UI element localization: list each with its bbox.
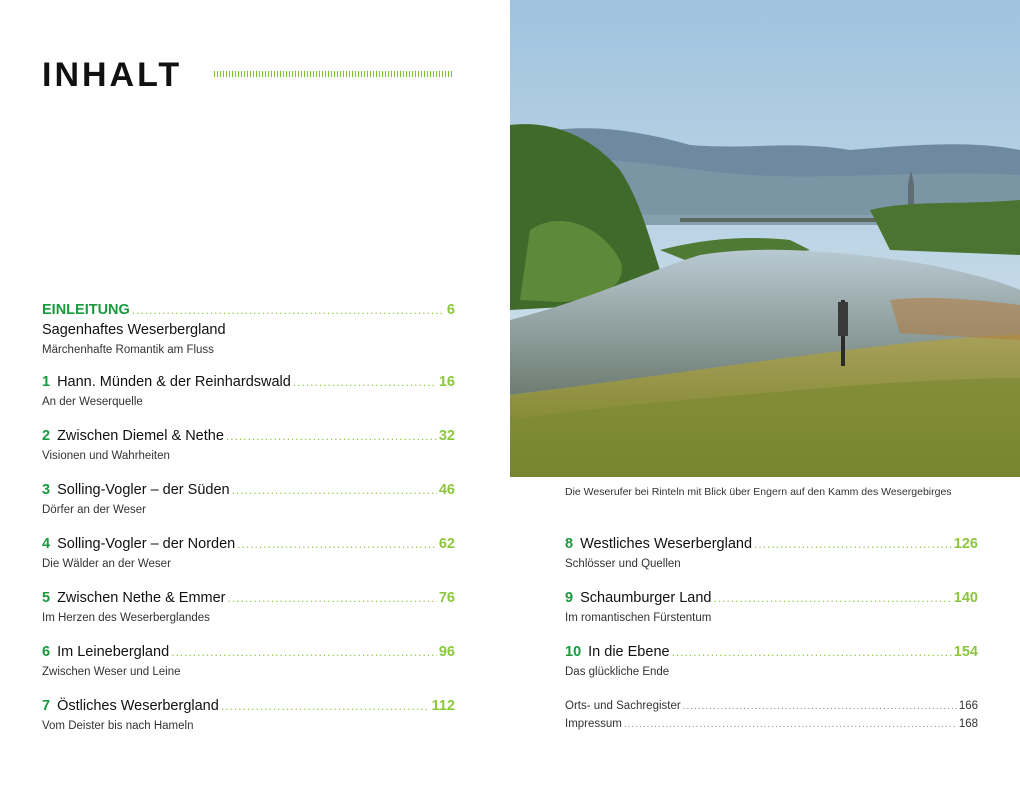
chapter-subtitle: Im Herzen des Weserberglandes (42, 612, 210, 624)
toc-entry-3[interactable] (42, 482, 455, 516)
chapter-title: Im Leinebergland (57, 644, 170, 660)
intro-subtitle: Märchenhafte Romantik am Fluss (42, 344, 214, 356)
chapter-title: Solling-Vogler – der Süden (57, 482, 230, 498)
chapter-number: 4 (42, 536, 51, 552)
chapter-title: In die Ebene (588, 644, 670, 660)
chapter-number: 7 (42, 698, 51, 714)
heading-rule (214, 71, 453, 77)
chapter-number: 5 (42, 590, 51, 606)
page-number: 6 (446, 302, 455, 318)
chapter-number: 9 (565, 590, 574, 606)
chapter-subtitle: An der Weserquelle (42, 396, 143, 408)
photo-caption: Die Weserufer bei Rinteln mit Blick über Engern auf den Kamm des Wesergebirges (565, 486, 952, 498)
toc-entry-intro[interactable] (42, 302, 455, 356)
chapter-title: Hann. Münden & der Reinhardswald (57, 374, 291, 390)
leader-dots (232, 483, 437, 497)
chapter-subtitle: Dörfer an der Weser (42, 504, 146, 516)
page-number: 76 (438, 590, 455, 606)
chapter-subtitle: Im romantischen Fürstentum (565, 612, 712, 624)
toc-entry-1[interactable] (42, 374, 455, 408)
page-number: 16 (438, 374, 455, 390)
chapter-subtitle: Die Wälder an der Weser (42, 558, 171, 570)
intro-label: EINLEITUNG (42, 302, 130, 318)
toc-entry-5[interactable] (42, 590, 455, 624)
leader-dots (226, 429, 437, 443)
leader-dots (228, 591, 437, 605)
appendix-title: Impressum (565, 718, 622, 730)
toc-entry-2[interactable] (42, 428, 455, 462)
page-number: 166 (958, 700, 978, 712)
leader-dots (672, 645, 952, 659)
leader-dots (171, 645, 437, 659)
leader-dots (293, 375, 437, 389)
page-number: 62 (438, 536, 455, 552)
chapter-number: 8 (565, 536, 574, 552)
leader-dots (713, 591, 951, 605)
chapter-title: Schaumburger Land (580, 590, 712, 606)
toc-entry-8[interactable] (565, 536, 978, 570)
toc-entry-6[interactable] (42, 644, 455, 678)
chapter-title: Zwischen Diemel & Nethe (57, 428, 224, 444)
intro-title: Sagenhaftes Weserbergland (42, 322, 226, 338)
appendix-title: Orts- und Sachregister (565, 700, 681, 712)
chapter-subtitle: Das glückliche Ende (565, 666, 670, 678)
chapter-subtitle: Zwischen Weser und Leine (42, 666, 181, 678)
leader-dots (132, 303, 445, 317)
page-number: 96 (438, 644, 455, 660)
chapter-subtitle: Schlösser und Quellen (565, 558, 681, 570)
leader-dots (624, 719, 957, 730)
page-number: 140 (953, 590, 978, 606)
toc-entry-4[interactable] (42, 536, 455, 570)
chapter-subtitle: Vom Deister bis nach Hameln (42, 720, 194, 732)
leader-dots (754, 537, 952, 551)
chapter-title: Zwischen Nethe & Emmer (57, 590, 226, 606)
chapter-number: 1 (42, 374, 51, 390)
toc-entry-10[interactable] (565, 644, 978, 678)
leader-dots (237, 537, 437, 551)
chapter-title: Östliches Weserbergland (57, 698, 219, 714)
toc-entry-9[interactable] (565, 590, 978, 624)
page-title: INHALT (42, 56, 183, 94)
toc-entry-7[interactable] (42, 698, 455, 732)
right-page (510, 0, 1020, 785)
toc-appendix-impressum[interactable] (565, 718, 978, 730)
landscape-photo (510, 0, 1020, 477)
chapter-number: 3 (42, 482, 51, 498)
page-number: 46 (438, 482, 455, 498)
leader-dots (683, 701, 957, 712)
toc-appendix-register[interactable] (565, 700, 978, 712)
chapter-title: Westliches Weserbergland (580, 536, 753, 552)
chapter-number: 10 (565, 644, 582, 660)
page-number: 154 (953, 644, 978, 660)
page-number: 168 (958, 718, 978, 730)
page-number: 112 (431, 698, 455, 714)
page-number: 32 (438, 428, 455, 444)
page-number: 126 (953, 536, 978, 552)
leader-dots (221, 699, 430, 713)
chapter-number: 2 (42, 428, 51, 444)
chapter-number: 6 (42, 644, 51, 660)
chapter-subtitle: Visionen und Wahrheiten (42, 450, 170, 462)
chapter-title: Solling-Vogler – der Norden (57, 536, 236, 552)
